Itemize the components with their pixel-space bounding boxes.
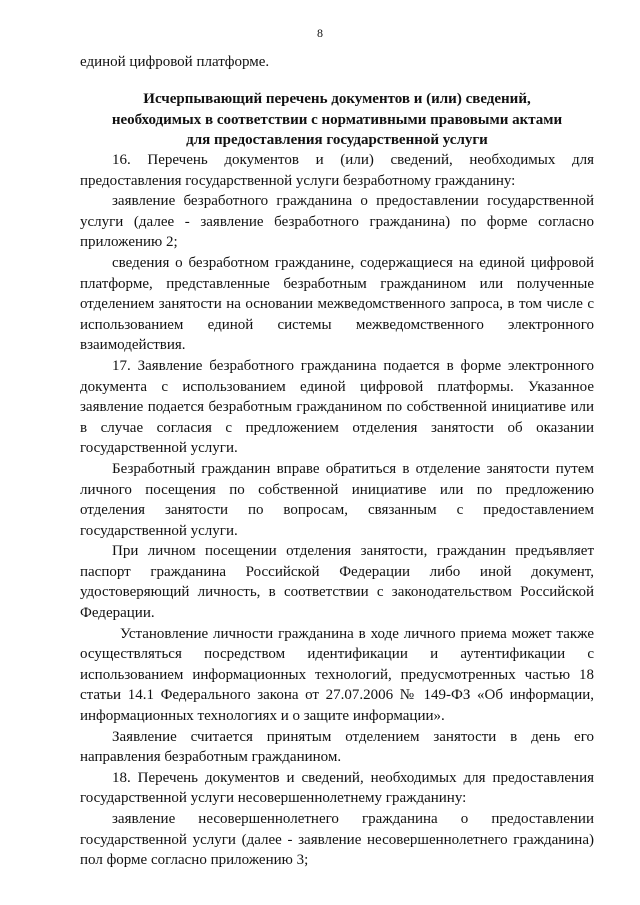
paragraph-17-e: Заявление считается принятым отделением занятости в день его направления безработным гражданином.: [80, 728, 594, 766]
paragraph-18: 18. Перечень документов и сведений, необходимых для предоставления государственной услуги несовершеннолетнему гражданину:: [80, 769, 594, 807]
paragraph-16-item-2: сведения о безработном гражданине, содержащиеся на единой цифровой платформе, представленные безработным гражданином или полученные отделением занятости на основании межведомственного запроса, в том числе с использованием единой системы межведомственного электронного взаимодействия.: [80, 254, 594, 354]
paragraph-17-d: Установление личности гражданина в ходе личного приема может также осуществляться посредством идентификации и аутентификации с использованием информационных технологий, предусмотренных частью 18 статьи 14.1 Федерального закона от 27.07.2006 № 149-ФЗ «Об информации, информационных технологиях и о защите информации».: [80, 625, 594, 725]
lead-line: [80, 52, 594, 73]
paragraph-16-item-1: заявление безработного гражданина о предоставлении государственной услуги (далее - заявление безработного гражданина) по форме согласно приложению 2;: [80, 193, 594, 251]
paragraph-17-c: При личном посещении отделения занятости, гражданин предъявляет паспорт гражданина Российской Федерации либо иной документ, удостоверяющий личность, в соответствии с законодательством Российской Федерации.: [80, 543, 594, 622]
heading-line-3: для предоставления государственной услуги: [186, 132, 488, 149]
paragraph-17: 17. Заявление безработного гражданина подается в форме электронного документа с использованием единой цифровой платформы. Указанное заявление подается безработным гражданином по собственной инициативе или в случае согласия с предложением отделения занятости об оказании государственной услуги.: [80, 357, 594, 457]
section-heading: [80, 89, 594, 151]
paragraph-18-item-1: заявление несовершеннолетнего гражданина о предоставлении государственной услуги (далее - заявление несовершеннолетнего гражданина) пол форме согласно приложению 3;: [80, 811, 594, 869]
lead-paragraph: единой цифровой платформе.: [80, 54, 270, 70]
body-text: [80, 150, 594, 871]
heading-line-2: необходимых в соответствии с нормативными правовыми актами: [111, 111, 563, 128]
page-number: 8: [317, 26, 323, 40]
paragraph-17-b: Безработный гражданин вправе обратиться в отделение занятости путем личного посещения по собственной инициативе или по предложению отделения занятости по вопросам, связанным с предоставлением государственной услуги.: [80, 460, 594, 539]
heading-line-1: Исчерпывающий перечень документов и (или) сведений,: [143, 91, 531, 107]
paragraph-16: 16. Перечень документов и (или) сведений, необходимых для предоставления государственной услуги безработному гражданину:: [80, 152, 594, 189]
